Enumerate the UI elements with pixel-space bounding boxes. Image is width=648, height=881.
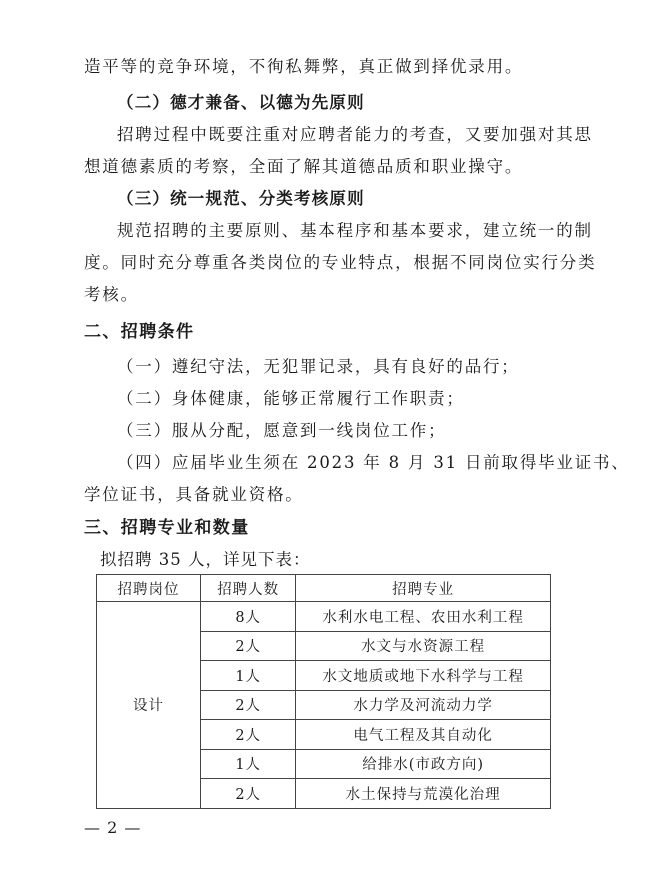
header-count: 招聘人数: [201, 575, 296, 602]
subsection-heading-3: （三）统一规范、分类考核原则: [117, 189, 365, 208]
header-major: 招聘专业: [296, 575, 551, 602]
count-cell: 2人: [201, 720, 296, 750]
header-position: 招聘岗位: [97, 575, 201, 602]
page-number: — 2 —: [84, 818, 142, 837]
major-cell: 水力学及河流动力学: [296, 690, 551, 720]
section-heading-majors: 三、招聘专业和数量: [84, 518, 250, 538]
table-intro: 拟招聘 35 人，详见下表：: [100, 550, 311, 569]
major-cell: 给排水(市政方向): [296, 749, 551, 779]
major-cell: 水文地质或地下水科学与工程: [296, 661, 551, 691]
condition-item-2: （二）身体健康，能够正常履行工作职责；: [117, 389, 465, 408]
paragraph-line: 造平等的竞争环境，不徇私舞弊，真正做到择优录用。: [84, 57, 524, 76]
count-cell: 1人: [201, 661, 296, 691]
paragraph-line: 度。同时充分尊重各类岗位的专业特点，根据不同岗位实行分类: [84, 253, 597, 272]
count-cell: 2人: [201, 690, 296, 720]
major-cell: 水利水电工程、农田水利工程: [296, 602, 551, 632]
table-row: [97, 602, 551, 632]
paragraph-line: 考核。: [84, 285, 139, 304]
condition-item-4-cont: 学位证书，具备就业资格。: [84, 485, 304, 504]
count-cell: 8人: [201, 602, 296, 632]
section-heading-conditions: 二、招聘条件: [84, 322, 195, 342]
recruitment-table: [96, 574, 551, 809]
position-cell: 设计: [97, 602, 201, 809]
paragraph-line: 招聘过程中既要注重对应聘者能力的考查，又要加强对其思: [117, 125, 593, 144]
table-header-row: [97, 575, 551, 602]
major-cell: 水土保持与荒漠化治理: [296, 779, 551, 809]
major-cell: 电气工程及其自动化: [296, 720, 551, 750]
count-cell: 1人: [201, 749, 296, 779]
condition-item-3: （三）服从分配，愿意到一线岗位工作；: [117, 421, 447, 440]
subsection-heading-2: （二）德才兼备、以德为先原则: [117, 93, 365, 112]
condition-item-4: （四）应届毕业生须在 2023 年 8 月 31 日前取得毕业证书、: [117, 453, 630, 472]
count-cell: 2人: [201, 779, 296, 809]
condition-item-1: （一）遵纪守法，无犯罪记录，具有良好的品行；: [117, 357, 520, 376]
paragraph-line: 规范招聘的主要原则、基本程序和基本要求，建立统一的制: [117, 221, 593, 240]
major-cell: 水文与水资源工程: [296, 631, 551, 661]
paragraph-line: 想道德素质的考察，全面了解其道德品质和职业操守。: [84, 157, 524, 176]
count-cell: 2人: [201, 631, 296, 661]
